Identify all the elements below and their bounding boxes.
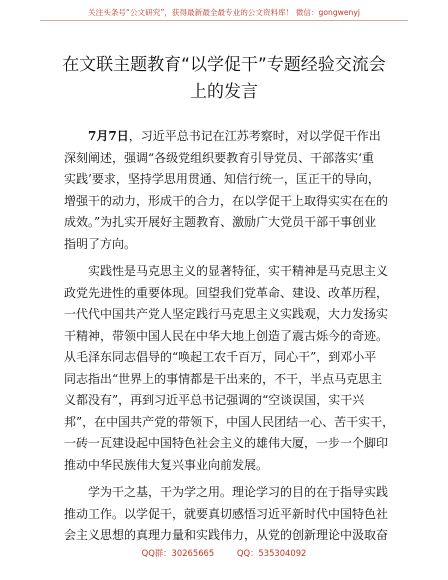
header-banner: 关注头条号“公文研究”，获得最新最全最专业的公文资料库！ 微信：gongwenyj [88,8,360,17]
document-title [40,52,408,106]
document-body [64,126,395,553]
paragraph-line: 指明了方向。 [64,236,137,251]
paragraph-line: 邦”，在中国共产党的带领下，中国人民团结一心、苦干实干， [64,414,395,429]
title-line-2: 上的发言 [190,82,258,102]
paragraph-line: 实践性是马克思主义的显著特征，实干精神是马克思主义 [88,264,389,278]
date-text: 7月7日 [88,129,129,143]
paragraph-line: 推动中华民族伟大复兴事业向前发展。 [64,457,269,472]
paragraph-line: 实践’要求，坚持学思用贯通、知信行统一，匡正干的导向， [64,172,380,186]
paragraph-line: 从毛泽东同志倡导的“唤起工农千百万，同心干”，到邓小平 [64,350,377,364]
paragraph-line: 政党先进性的重要体现。回望我们党革命、建设、改革历程， [64,285,389,300]
footer-contact [0,547,448,559]
paragraph-line [64,126,384,148]
paragraph-line: 一砖一瓦建设起中国特色社会主义的雄伟大厦，一步一个脚印 [64,436,389,450]
paragraph-3 [64,482,389,547]
paragraph-line: 增强干的动力，形成干的合力，在以学促干上取得实实在在的 [64,193,389,208]
title-line-1: 在文联主题教育“以学促干”专题经验交流会 [62,55,386,75]
paragraph-line: 学为干之基，干为学之用。理论学习的目的在于指导实践 [88,485,389,499]
paragraph-line: 推动工作。以学促干，就要真切感悟习近平新时代中国特色社 [64,506,389,521]
paragraph-line: 同志指出“世界上的事情都是干出来的，不干，半点马克思主 [64,371,383,386]
paragraph-line: 干精神，带领中国人民在中华大地上创造了震古烁今的奇迹。 [64,328,389,343]
line-text: ，习近平总书记在江苏考察时，对以学促干作出 [128,129,381,143]
paragraph-2 [64,261,395,476]
footer-qq-group: QQ群：30265665 [141,548,215,558]
paragraph-line: 成效。”为扎实开展好主题教育、激励广大党员干部干事创业 [64,215,377,229]
paragraph-1 [64,126,389,255]
footer-qq: QQ：535304092 [236,548,307,558]
paragraph-line: 义都没有”，再到习近平总书记强调的“空谈误国，实干兴 [64,393,365,407]
paragraph-line: 深刻阐述，强调“各级党组织要教育引导党员、干部落实‘重 [64,150,374,165]
paragraph-line: 一代代中国共产党人坚定践行马克思主义实践观，大力发扬实 [64,307,389,321]
header-divider [40,20,408,21]
paragraph-line: 会主义思想的真理力量和实践伟力，从党的创新理论中汲取奋 [64,528,389,542]
